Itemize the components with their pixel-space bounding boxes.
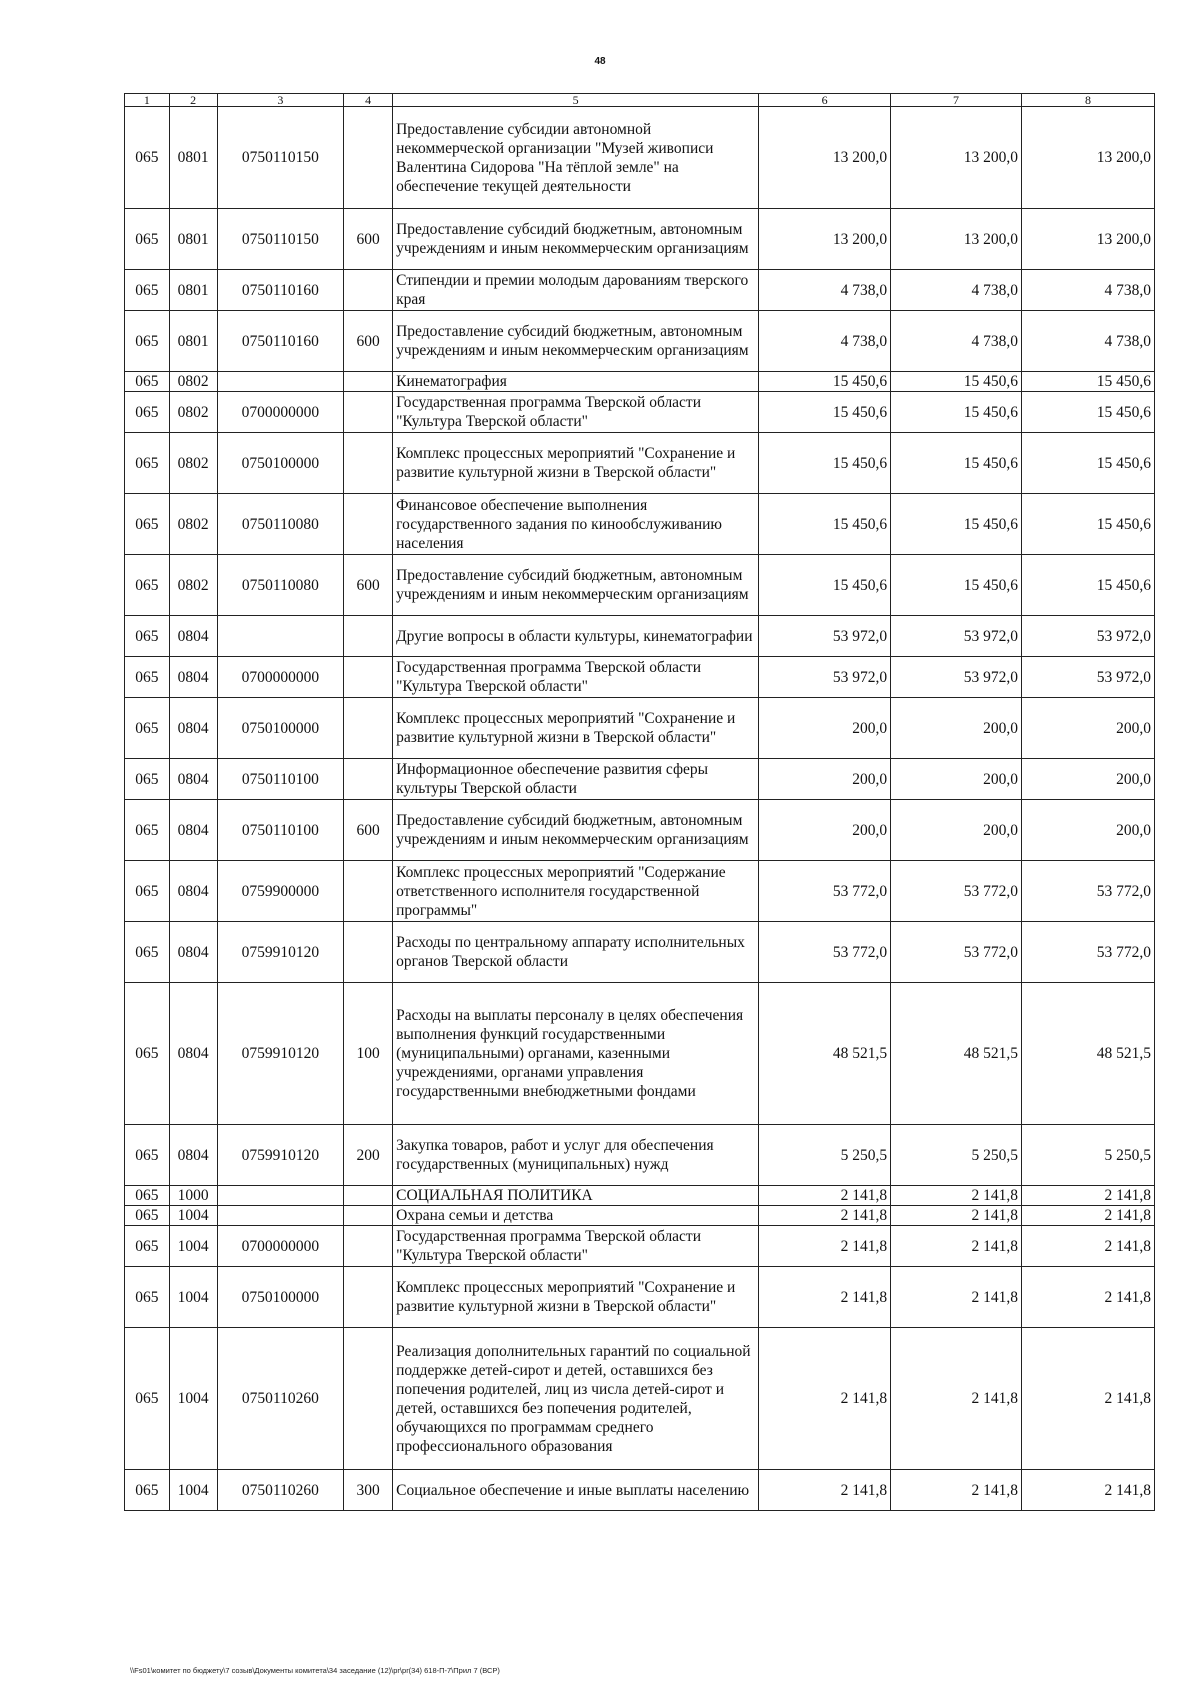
- cell-amount-2: 200,0: [891, 759, 1022, 800]
- cell-section: 0801: [169, 270, 217, 311]
- cell-amount-3: 200,0: [1021, 800, 1154, 861]
- cell-amount-3: 13 200,0: [1021, 107, 1154, 209]
- cell-target-article: 0750110100: [217, 800, 344, 861]
- cell-amount-1: 4 738,0: [759, 311, 891, 372]
- cell-section: 1004: [169, 1226, 217, 1267]
- table-row: [125, 494, 1155, 555]
- cell-chapter: 065: [125, 922, 170, 983]
- cell-amount-2: 2 141,8: [891, 1206, 1022, 1226]
- cell-expense-type: [344, 1226, 393, 1267]
- cell-section: 1004: [169, 1267, 217, 1328]
- header-col-3: 3: [217, 94, 344, 107]
- cell-amount-1: 53 772,0: [759, 922, 891, 983]
- cell-chapter: 065: [125, 1328, 170, 1470]
- cell-amount-2: 2 141,8: [891, 1226, 1022, 1267]
- cell-description: Закупка товаров, работ и услуг для обеспечения государственных (муниципальных) нужд: [393, 1125, 759, 1186]
- table-row: [125, 698, 1155, 759]
- cell-chapter: 065: [125, 1470, 170, 1511]
- cell-description: Расходы на выплаты персоналу в целях обеспечения выполнения функций государственными (муниципальными) органами, казенными учреждениями, органами управления государственными внебюджетными фондами: [393, 983, 759, 1125]
- table-row: [125, 1125, 1155, 1186]
- cell-amount-1: 2 141,8: [759, 1186, 891, 1206]
- cell-chapter: 065: [125, 1267, 170, 1328]
- cell-amount-2: 4 738,0: [891, 311, 1022, 372]
- cell-amount-2: 15 450,6: [891, 372, 1022, 392]
- cell-section: 0801: [169, 107, 217, 209]
- cell-amount-2: 15 450,6: [891, 555, 1022, 616]
- cell-section: 1004: [169, 1206, 217, 1226]
- cell-amount-3: 15 450,6: [1021, 392, 1154, 433]
- cell-description: Предоставление субсидий бюджетным, автономным учреждениям и иным некоммерческим организациям: [393, 311, 759, 372]
- cell-description: Предоставление субсидий бюджетным, автономным учреждениям и иным некоммерческим организациям: [393, 555, 759, 616]
- cell-amount-1: 15 450,6: [759, 555, 891, 616]
- cell-section: 0801: [169, 209, 217, 270]
- cell-section: 0802: [169, 392, 217, 433]
- cell-expense-type: [344, 698, 393, 759]
- cell-amount-3: 53 772,0: [1021, 861, 1154, 922]
- cell-target-article: 0759910120: [217, 1125, 344, 1186]
- table-row: [125, 616, 1155, 657]
- cell-amount-1: 15 450,6: [759, 392, 891, 433]
- header-col-6: 6: [759, 94, 891, 107]
- cell-amount-3: 200,0: [1021, 759, 1154, 800]
- table-row: [125, 922, 1155, 983]
- cell-target-article: 0700000000: [217, 392, 344, 433]
- cell-amount-2: 2 141,8: [891, 1186, 1022, 1206]
- cell-description: Охрана семьи и детства: [393, 1206, 759, 1226]
- cell-expense-type: [344, 1328, 393, 1470]
- cell-expense-type: 200: [344, 1125, 393, 1186]
- cell-amount-1: 2 141,8: [759, 1470, 891, 1511]
- budget-table: [124, 93, 1155, 1511]
- cell-expense-type: [344, 1206, 393, 1226]
- cell-description: Комплекс процессных мероприятий "Сохранение и развитие культурной жизни в Тверской области": [393, 433, 759, 494]
- cell-section: 0804: [169, 1125, 217, 1186]
- cell-section: 0804: [169, 983, 217, 1125]
- cell-section: 0804: [169, 657, 217, 698]
- table-row: [125, 759, 1155, 800]
- cell-section: 0802: [169, 433, 217, 494]
- cell-description: Государственная программа Тверской области "Культура Тверской области": [393, 1226, 759, 1267]
- cell-amount-1: 13 200,0: [759, 209, 891, 270]
- cell-amount-1: 53 772,0: [759, 861, 891, 922]
- page-number: 48: [594, 56, 606, 67]
- cell-amount-1: 2 141,8: [759, 1226, 891, 1267]
- cell-expense-type: [344, 107, 393, 209]
- cell-amount-2: 53 772,0: [891, 861, 1022, 922]
- cell-expense-type: [344, 861, 393, 922]
- header-col-4: 4: [344, 94, 393, 107]
- cell-chapter: 065: [125, 494, 170, 555]
- cell-expense-type: [344, 1186, 393, 1206]
- cell-amount-2: 15 450,6: [891, 433, 1022, 494]
- table-row: [125, 433, 1155, 494]
- table-row: [125, 1470, 1155, 1511]
- cell-amount-1: 2 141,8: [759, 1206, 891, 1226]
- cell-amount-3: 4 738,0: [1021, 270, 1154, 311]
- cell-description: Кинематография: [393, 372, 759, 392]
- cell-target-article: 0750110080: [217, 555, 344, 616]
- cell-description: Расходы по центральному аппарату исполнительных органов Тверской области: [393, 922, 759, 983]
- table-row: [125, 1267, 1155, 1328]
- cell-target-article: 0750100000: [217, 1267, 344, 1328]
- cell-section: 0804: [169, 698, 217, 759]
- cell-section: 1004: [169, 1470, 217, 1511]
- cell-amount-2: 13 200,0: [891, 107, 1022, 209]
- table-row: [125, 1186, 1155, 1206]
- cell-description: Государственная программа Тверской области "Культура Тверской области": [393, 657, 759, 698]
- cell-target-article: 0750110150: [217, 209, 344, 270]
- cell-amount-3: 5 250,5: [1021, 1125, 1154, 1186]
- cell-expense-type: [344, 759, 393, 800]
- cell-chapter: 065: [125, 311, 170, 372]
- cell-chapter: 065: [125, 209, 170, 270]
- cell-amount-2: 200,0: [891, 698, 1022, 759]
- cell-target-article: [217, 1186, 344, 1206]
- cell-section: 0804: [169, 861, 217, 922]
- cell-amount-2: 53 772,0: [891, 922, 1022, 983]
- cell-description: Социальное обеспечение и иные выплаты населению: [393, 1470, 759, 1511]
- cell-description: Реализация дополнительных гарантий по социальной поддержке детей-сирот и детей, оставшихся без попечения родителей, лиц из числа детей-сирот и детей, оставшихся без попечения родителей, обучающихся по программам среднего профессионального образования: [393, 1328, 759, 1470]
- cell-section: 0804: [169, 759, 217, 800]
- cell-amount-3: 2 141,8: [1021, 1206, 1154, 1226]
- cell-expense-type: [344, 433, 393, 494]
- cell-amount-1: 13 200,0: [759, 107, 891, 209]
- table-row: [125, 311, 1155, 372]
- cell-description: Комплекс процессных мероприятий "Содержание ответственного исполнителя государственной программы": [393, 861, 759, 922]
- cell-amount-1: 2 141,8: [759, 1328, 891, 1470]
- cell-amount-3: 200,0: [1021, 698, 1154, 759]
- cell-target-article: 0700000000: [217, 1226, 344, 1267]
- cell-amount-3: 2 141,8: [1021, 1328, 1154, 1470]
- cell-chapter: 065: [125, 861, 170, 922]
- cell-expense-type: 600: [344, 311, 393, 372]
- cell-expense-type: [344, 657, 393, 698]
- cell-amount-3: 53 972,0: [1021, 616, 1154, 657]
- table-row: [125, 392, 1155, 433]
- cell-chapter: 065: [125, 657, 170, 698]
- cell-expense-type: [344, 1267, 393, 1328]
- cell-target-article: 0750110150: [217, 107, 344, 209]
- footer-file-path: \\Fs01\комитет по бюджету\7 созыв\Документы комитета\34 заседание (12)\pr\pr(34) 618-П-7\Прил 7 (ВСР): [130, 1666, 500, 1675]
- cell-expense-type: 600: [344, 209, 393, 270]
- cell-amount-2: 53 972,0: [891, 657, 1022, 698]
- cell-amount-2: 5 250,5: [891, 1125, 1022, 1186]
- cell-amount-1: 5 250,5: [759, 1125, 891, 1186]
- cell-target-article: 0700000000: [217, 657, 344, 698]
- cell-amount-2: 4 738,0: [891, 270, 1022, 311]
- cell-chapter: 065: [125, 1226, 170, 1267]
- cell-target-article: 0759910120: [217, 983, 344, 1125]
- cell-target-article: 0750110160: [217, 270, 344, 311]
- cell-target-article: 0759900000: [217, 861, 344, 922]
- cell-amount-1: 200,0: [759, 800, 891, 861]
- cell-description: Предоставление субсидий бюджетным, автономным учреждениям и иным некоммерческим организациям: [393, 800, 759, 861]
- cell-section: 0802: [169, 372, 217, 392]
- table-row: [125, 1328, 1155, 1470]
- cell-amount-3: 15 450,6: [1021, 372, 1154, 392]
- cell-expense-type: 600: [344, 800, 393, 861]
- cell-amount-1: 53 972,0: [759, 657, 891, 698]
- cell-target-article: 0750100000: [217, 433, 344, 494]
- cell-amount-3: 2 141,8: [1021, 1267, 1154, 1328]
- cell-amount-3: 53 772,0: [1021, 922, 1154, 983]
- cell-amount-3: 2 141,8: [1021, 1226, 1154, 1267]
- cell-amount-2: 15 450,6: [891, 392, 1022, 433]
- cell-amount-2: 13 200,0: [891, 209, 1022, 270]
- cell-chapter: 065: [125, 372, 170, 392]
- cell-amount-2: 53 972,0: [891, 616, 1022, 657]
- cell-amount-2: 2 141,8: [891, 1328, 1022, 1470]
- cell-chapter: 065: [125, 107, 170, 209]
- cell-amount-1: 4 738,0: [759, 270, 891, 311]
- cell-expense-type: 100: [344, 983, 393, 1125]
- cell-section: 0802: [169, 555, 217, 616]
- cell-amount-3: 2 141,8: [1021, 1470, 1154, 1511]
- cell-amount-1: 15 450,6: [759, 372, 891, 392]
- cell-section: 0804: [169, 922, 217, 983]
- table-row: [125, 1226, 1155, 1267]
- table-row: [125, 107, 1155, 209]
- cell-target-article: [217, 616, 344, 657]
- cell-description: Предоставление субсидий бюджетным, автономным учреждениям и иным некоммерческим организациям: [393, 209, 759, 270]
- cell-expense-type: [344, 494, 393, 555]
- table-row: [125, 657, 1155, 698]
- table-row: [125, 861, 1155, 922]
- cell-expense-type: 300: [344, 1470, 393, 1511]
- cell-section: 0801: [169, 311, 217, 372]
- cell-amount-1: 15 450,6: [759, 433, 891, 494]
- cell-target-article: 0759910120: [217, 922, 344, 983]
- cell-description: Комплекс процессных мероприятий "Сохранение и развитие культурной жизни в Тверской области": [393, 698, 759, 759]
- header-col-8: 8: [1021, 94, 1154, 107]
- cell-amount-1: 53 972,0: [759, 616, 891, 657]
- cell-amount-2: 200,0: [891, 800, 1022, 861]
- cell-chapter: 065: [125, 270, 170, 311]
- cell-target-article: 0750110080: [217, 494, 344, 555]
- cell-amount-1: 2 141,8: [759, 1267, 891, 1328]
- cell-section: 0804: [169, 800, 217, 861]
- cell-chapter: 065: [125, 392, 170, 433]
- table-row: [125, 983, 1155, 1125]
- cell-section: 0802: [169, 494, 217, 555]
- cell-amount-3: 53 972,0: [1021, 657, 1154, 698]
- table-row: [125, 270, 1155, 311]
- cell-expense-type: [344, 270, 393, 311]
- header-col-1: 1: [125, 94, 170, 107]
- cell-amount-3: 15 450,6: [1021, 494, 1154, 555]
- cell-section: 0804: [169, 616, 217, 657]
- cell-description: Комплекс процессных мероприятий "Сохранение и развитие культурной жизни в Тверской области": [393, 1267, 759, 1328]
- header-col-5: 5: [393, 94, 759, 107]
- header-col-2: 2: [169, 94, 217, 107]
- cell-chapter: 065: [125, 1125, 170, 1186]
- cell-description: Предоставление субсидии автономной некоммерческой организации "Музей живописи Валентина Сидорова "На тёплой земле" на обеспечение текущей деятельности: [393, 107, 759, 209]
- cell-amount-3: 2 141,8: [1021, 1186, 1154, 1206]
- table-row: [125, 209, 1155, 270]
- cell-expense-type: [344, 922, 393, 983]
- cell-amount-1: 200,0: [759, 759, 891, 800]
- cell-expense-type: [344, 372, 393, 392]
- cell-amount-3: 15 450,6: [1021, 433, 1154, 494]
- cell-amount-3: 4 738,0: [1021, 311, 1154, 372]
- table-row: [125, 555, 1155, 616]
- cell-target-article: 0750110260: [217, 1470, 344, 1511]
- header-col-7: 7: [891, 94, 1022, 107]
- cell-amount-3: 15 450,6: [1021, 555, 1154, 616]
- cell-amount-3: 13 200,0: [1021, 209, 1154, 270]
- cell-amount-1: 200,0: [759, 698, 891, 759]
- cell-description: Стипендии и премии молодым дарованиям тверского края: [393, 270, 759, 311]
- table-row: [125, 1206, 1155, 1226]
- cell-chapter: 065: [125, 1186, 170, 1206]
- cell-section: 1004: [169, 1328, 217, 1470]
- cell-target-article: 0750110260: [217, 1328, 344, 1470]
- cell-target-article: [217, 1206, 344, 1226]
- cell-amount-2: 15 450,6: [891, 494, 1022, 555]
- cell-amount-1: 15 450,6: [759, 494, 891, 555]
- cell-expense-type: [344, 392, 393, 433]
- header-row: [125, 94, 1155, 107]
- cell-chapter: 065: [125, 800, 170, 861]
- cell-amount-2: 48 521,5: [891, 983, 1022, 1125]
- cell-description: СОЦИАЛЬНАЯ ПОЛИТИКА: [393, 1186, 759, 1206]
- table-row: [125, 372, 1155, 392]
- cell-chapter: 065: [125, 616, 170, 657]
- cell-chapter: 065: [125, 555, 170, 616]
- cell-expense-type: 600: [344, 555, 393, 616]
- cell-amount-3: 48 521,5: [1021, 983, 1154, 1125]
- cell-target-article: 0750110160: [217, 311, 344, 372]
- cell-target-article: [217, 372, 344, 392]
- cell-amount-2: 2 141,8: [891, 1267, 1022, 1328]
- cell-chapter: 065: [125, 1206, 170, 1226]
- cell-chapter: 065: [125, 433, 170, 494]
- table-body: [125, 107, 1155, 1511]
- cell-target-article: 0750110100: [217, 759, 344, 800]
- cell-chapter: 065: [125, 983, 170, 1125]
- cell-amount-1: 48 521,5: [759, 983, 891, 1125]
- cell-description: Государственная программа Тверской области "Культура Тверской области": [393, 392, 759, 433]
- cell-description: Финансовое обеспечение выполнения государственного задания по кинообслуживанию населения: [393, 494, 759, 555]
- cell-section: 1000: [169, 1186, 217, 1206]
- cell-chapter: 065: [125, 698, 170, 759]
- cell-description: Другие вопросы в области культуры, кинематографии: [393, 616, 759, 657]
- cell-target-article: 0750100000: [217, 698, 344, 759]
- cell-chapter: 065: [125, 759, 170, 800]
- cell-amount-2: 2 141,8: [891, 1470, 1022, 1511]
- table-row: [125, 800, 1155, 861]
- cell-expense-type: [344, 616, 393, 657]
- cell-description: Информационное обеспечение развития сферы культуры Тверской области: [393, 759, 759, 800]
